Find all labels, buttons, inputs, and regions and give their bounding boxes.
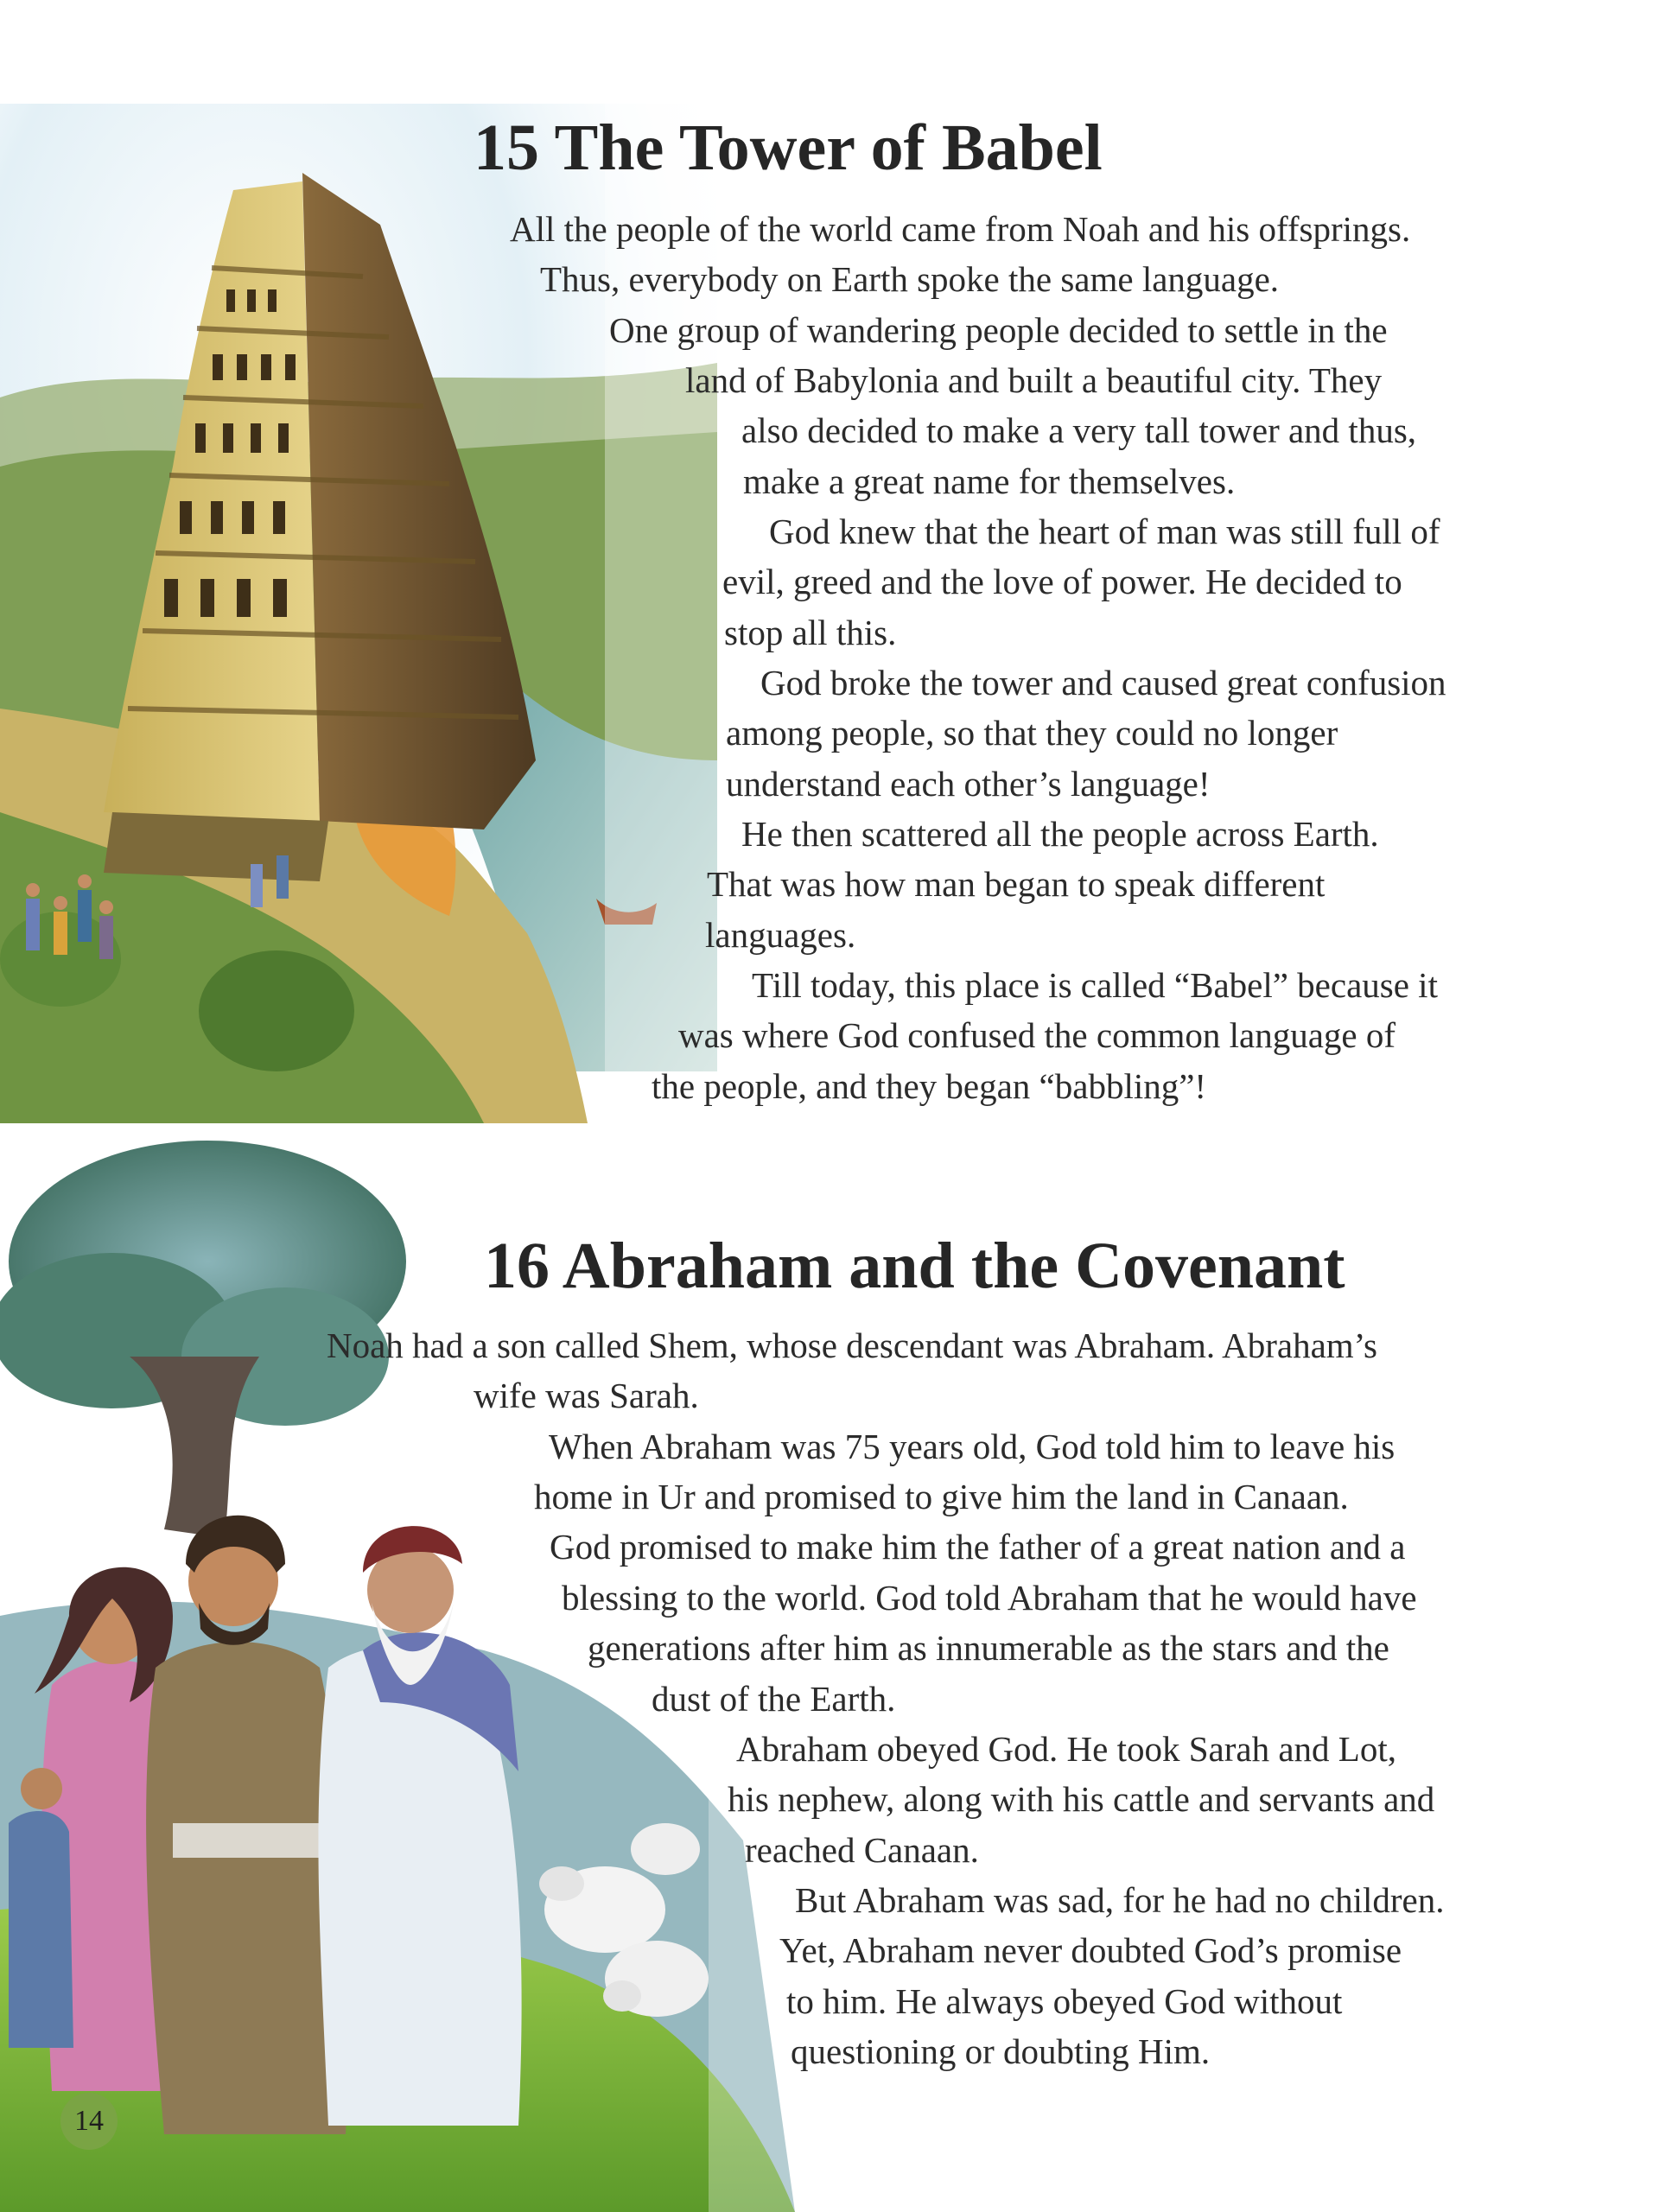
babel-text-line: Thus, everybody on Earth spoke the same language. xyxy=(540,259,1280,299)
babel-text-line: He then scattered all the people across Earth. xyxy=(741,814,1379,854)
abraham-text-line: When Abraham was 75 years old, God told him to leave his xyxy=(549,1427,1396,1466)
babel-text-line: God broke the tower and caused great confusion xyxy=(760,663,1446,702)
babel-text-line: the people, and they began “babbling”! xyxy=(652,1066,1207,1106)
babel-text-line: stop all this. xyxy=(724,613,897,652)
abraham-text-line: wife was Sarah. xyxy=(474,1376,699,1415)
babel-text-line: evil, greed and the love of power. He decided to xyxy=(722,562,1402,601)
babel-text-line: All the people of the world came from Noah and his offsprings. xyxy=(510,209,1411,249)
babel-text-line: land of Babylonia and built a beautiful city. They xyxy=(685,360,1383,400)
babel-text-line: understand each other’s language! xyxy=(726,764,1211,804)
babel-text-line: among people, so that they could no longer xyxy=(726,713,1338,753)
abraham-text-line: home in Ur and promised to give him the land in Canaan. xyxy=(534,1477,1349,1516)
babel-text-line: languages. xyxy=(705,915,856,955)
abraham-text-line: God promised to make him the father of a great nation and a xyxy=(550,1527,1406,1567)
abraham-text-line: reached Canaan. xyxy=(745,1830,979,1870)
abraham-text-line: dust of the Earth. xyxy=(652,1679,896,1719)
babel-text-line: make a great name for themselves. xyxy=(743,461,1236,501)
babel-text-line: was where God confused the common language of xyxy=(678,1015,1396,1055)
babel-text-line: That was how man began to speak different xyxy=(707,864,1326,904)
abraham-text-line: questioning or doubting Him. xyxy=(791,2031,1211,2071)
abraham-text-line: Abraham obeyed God. He took Sarah and Lot, xyxy=(736,1729,1396,1769)
section-title-tower-of-babel: 15 The Tower of Babel xyxy=(474,111,1103,184)
abraham-text-line: Noah had a son called Shem, whose descendant was Abraham. Abraham’s xyxy=(327,1325,1378,1365)
abraham-text-line: his nephew, along with his cattle and servants and xyxy=(728,1779,1435,1819)
tower-of-babel-illustration xyxy=(0,104,717,1123)
babel-text-line: also decided to make a very tall tower and thus, xyxy=(741,410,1417,450)
abraham-text-line: to him. He always obeyed God without xyxy=(786,1981,1343,2021)
page-number: 14 xyxy=(74,2105,104,2137)
abraham-text-line: But Abraham was sad, for he had no children. xyxy=(795,1880,1445,1920)
abraham-text-line: blessing to the world. God told Abraham that he would have xyxy=(562,1578,1417,1618)
abraham-text-line: Yet, Abraham never doubted God’s promise xyxy=(779,1930,1402,1970)
section-title-abraham-covenant: 16 Abraham and the Covenant xyxy=(484,1230,1345,1302)
babel-text-line: One group of wandering people decided to settle in the xyxy=(609,310,1388,350)
babel-text-line: Till today, this place is called “Babel” because it xyxy=(752,965,1438,1005)
page-number-badge xyxy=(60,2093,118,2150)
abraham-text-line: generations after him as innumerable as the stars and the xyxy=(588,1628,1389,1668)
babel-text-line: God knew that the heart of man was still full of xyxy=(769,512,1440,551)
